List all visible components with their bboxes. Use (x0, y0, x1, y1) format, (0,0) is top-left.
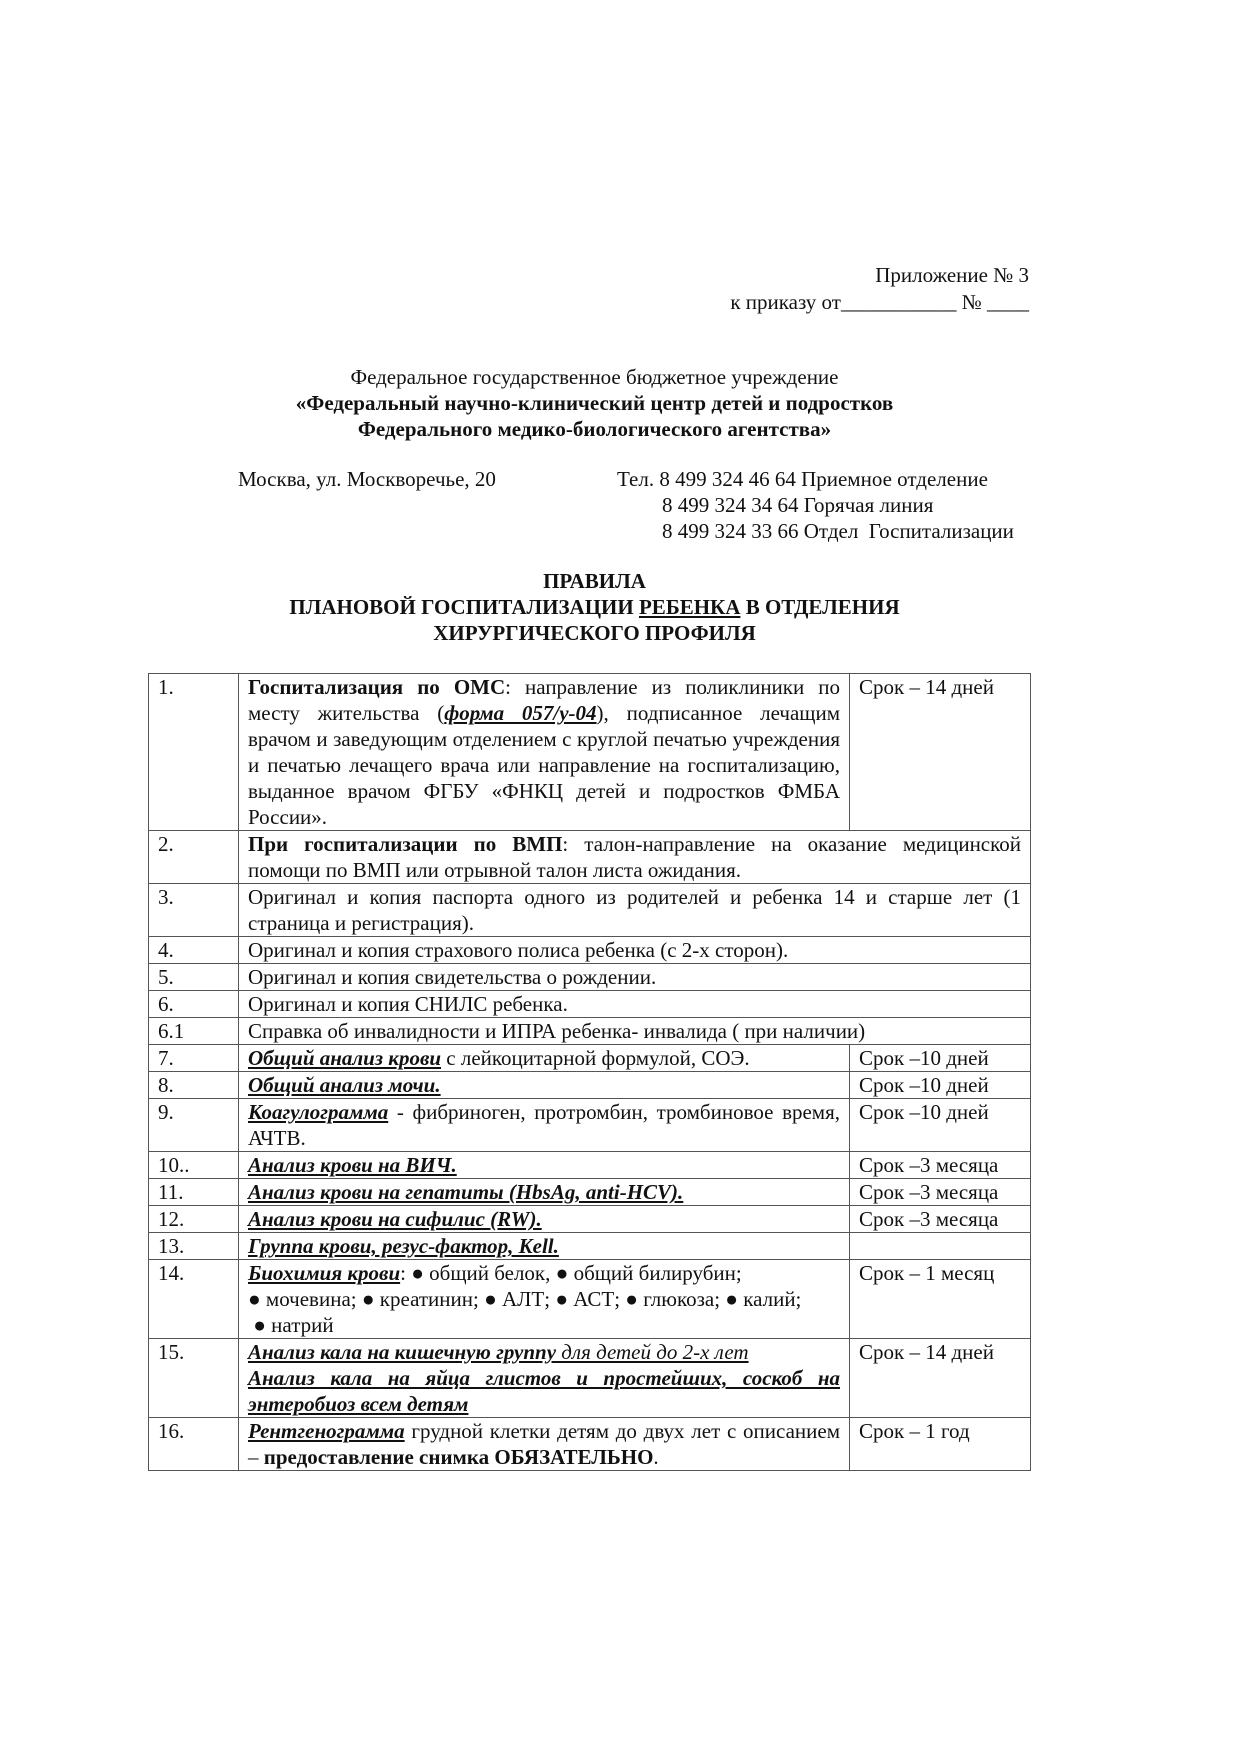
text: ), подписанное лечащим врачом и заведующим отделением с круглой печатью учреждения и печатью лечащего врача или направление на госпитализацию, выданное врачом ФГБУ «ФНКЦ детей и подростков ФМБА России». (248, 701, 840, 829)
row-description (239, 1152, 850, 1179)
row-number: 6.1 (149, 1018, 239, 1045)
row-term: Срок –10 дней (850, 1045, 1031, 1072)
title-line3: ХИРУРГИЧЕСКОГО ПРОФИЛЯ (433, 621, 756, 645)
bold-text: При госпитализации по ВМП (248, 832, 563, 856)
text: : ● общий белок, ● общий билирубин; (400, 1261, 742, 1285)
phone-line-2 (617, 492, 1014, 518)
row-description (239, 1418, 850, 1471)
row-description: Оригинал и копия страхового полиса ребенка (с 2-х сторон). (239, 937, 1031, 964)
row-description (239, 1072, 850, 1099)
row-description (239, 1233, 850, 1260)
row-description (239, 1179, 850, 1206)
row-number: 9. (149, 1099, 239, 1152)
row-number: 5. (149, 964, 239, 991)
row-description: Справка об инвалидности и ИПРА ребенка- инвалида ( при наличии) (239, 1018, 1031, 1045)
row-number: 2. (149, 831, 239, 884)
row-description (239, 1099, 850, 1152)
test-name: Рентгенограмма (248, 1419, 405, 1443)
phone-number: 8 499 324 33 66 (662, 519, 799, 543)
row-number: 14. (149, 1260, 239, 1339)
row-description (239, 831, 1031, 884)
row-number: 11. (149, 1179, 239, 1206)
address: Москва, ул. Москворечье, 20 (238, 467, 496, 491)
table-row (149, 1339, 1031, 1418)
row-number: 1. (149, 674, 239, 831)
row-description (239, 1206, 850, 1233)
row-term: Срок –10 дней (850, 1099, 1031, 1152)
table-row (149, 1072, 1031, 1099)
phone-label: Горячая линия (803, 493, 934, 517)
table-row (149, 1260, 1031, 1339)
phone-line-3 (617, 518, 1014, 544)
form-reference: форма 057/у-04 (444, 701, 597, 725)
title-text: В ОТДЕЛЕНИЯ (740, 595, 900, 619)
appendix-number: Приложение № 3 (875, 263, 1029, 287)
row-description (239, 674, 850, 831)
row-description (239, 1260, 850, 1339)
title-underlined: РЕБЕНКА (638, 595, 741, 619)
row-number: 3. (149, 884, 239, 937)
test-name: Анализ крови на гепатиты (HbsAg, anti-HCV). (248, 1180, 684, 1204)
row-number: 8. (149, 1072, 239, 1099)
test-name: Коагулограмма (248, 1100, 389, 1124)
row-number: 6. (149, 991, 239, 1018)
text: : направление из поликлиники по месту жительства ( (248, 675, 841, 725)
table-row (149, 964, 1031, 991)
table-row (149, 991, 1031, 1018)
row-term: Срок –3 месяца (850, 1179, 1031, 1206)
title-text: ПЛАНОВОЙ ГОСПИТАЛИЗАЦИИ (289, 595, 639, 619)
table-row (149, 1233, 1031, 1260)
row-term: Срок –3 месяца (850, 1206, 1031, 1233)
test-name: Группа крови, резус-фактор, Kell. (248, 1234, 559, 1258)
stool-line2 (248, 1365, 840, 1417)
org-name-line1: «Федеральный научно-клинический центр детей и подростков (295, 391, 894, 415)
phone-label: Приемное отделение (801, 467, 988, 491)
row-description (239, 1339, 850, 1418)
order-reference: к приказу от___________ № ____ (730, 290, 1029, 314)
stool-line1 (248, 1339, 840, 1365)
row-term: Срок – 1 год (850, 1418, 1031, 1471)
text: : талон-направление на оказание медицинской помощи по ВМП или отрывной талон листа ожидания. (248, 832, 1021, 882)
row-description: Оригинал и копия свидетельства о рождении. (239, 964, 1031, 991)
bold-text: Госпитализация по ОМС (248, 675, 506, 699)
row-term: Срок – 1 месяц (850, 1260, 1031, 1339)
table-row (149, 1152, 1031, 1179)
row-term: Срок –3 месяца (850, 1152, 1031, 1179)
table-row (149, 674, 1031, 831)
test-name: Общий анализ крови (248, 1046, 442, 1070)
row-number: 16. (149, 1418, 239, 1471)
row-term: Срок – 14 дней (850, 674, 1031, 831)
biochem-line1 (248, 1260, 840, 1286)
text: . (653, 1445, 659, 1469)
phone-label: Отдел Госпитализации (803, 519, 1014, 543)
table-row (149, 831, 1031, 884)
phone-line-1 (617, 466, 1014, 492)
test-name: Анализ крови на сифилис (RW). (248, 1207, 542, 1231)
row-number: 10.. (149, 1152, 239, 1179)
table-row (149, 1045, 1031, 1072)
row-term (850, 1233, 1031, 1260)
age-note: для детей до 2-х лет (556, 1340, 749, 1364)
org-type: Федеральное государственное бюджетное учреждение (350, 365, 839, 389)
table-row (149, 1206, 1031, 1233)
text: грудной клетки детям до двух лет с описанием – (248, 1419, 840, 1469)
table-row (149, 1018, 1031, 1045)
row-number: 4. (149, 937, 239, 964)
phone-number: 8 499 324 46 64 (659, 467, 796, 491)
row-number: 13. (149, 1233, 239, 1260)
row-description: Оригинал и копия СНИЛС ребенка. (239, 991, 1031, 1018)
test-name: Биохимия крови (248, 1261, 401, 1285)
org-name-line2: Федерального медико-биологического агентства» (357, 417, 832, 441)
row-number: 15. (149, 1339, 239, 1418)
phone-prefix: Тел. (617, 467, 655, 491)
row-number: 7. (149, 1045, 239, 1072)
title-line2 (0, 594, 1189, 620)
phones-block (617, 466, 1014, 544)
test-name: Общий анализ мочи. (248, 1073, 441, 1097)
table-row (149, 1179, 1031, 1206)
bold-text: предоставление снимка ОБЯЗАТЕЛЬНО (263, 1445, 654, 1469)
text: - фибриноген, протромбин, тромбиновое время, АЧТВ. (248, 1100, 840, 1150)
text: с лейкоцитарной формулой, СОЭ. (441, 1046, 750, 1070)
title-line1: ПРАВИЛА (543, 569, 646, 593)
row-description (239, 1045, 850, 1072)
appendix-header (730, 262, 1029, 316)
test-name: Анализ кала на кишечную группу (248, 1340, 557, 1364)
biochem-line3: ● натрий (248, 1313, 334, 1337)
requirements-table (148, 673, 1031, 1471)
table-row (149, 1418, 1031, 1471)
table-row (149, 1099, 1031, 1152)
document-title (0, 568, 1189, 646)
biochem-line2: ● мочевина; ● креатинин; ● АЛТ; ● АСТ; ● глюкоза; ● калий; (248, 1287, 802, 1311)
test-name: Анализ кала на яйца глистов и простейших, соскоб на энтеробиоз всем детям (248, 1366, 840, 1416)
row-term: Срок – 14 дней (850, 1339, 1031, 1418)
row-description: Оригинал и копия паспорта одного из родителей и ребенка 14 и старше лет (1 страница и регистрация). (239, 884, 1031, 937)
row-term: Срок –10 дней (850, 1072, 1031, 1099)
organization-block (0, 364, 1189, 442)
row-number: 12. (149, 1206, 239, 1233)
test-name: Анализ крови на ВИЧ. (248, 1153, 457, 1177)
phone-number: 8 499 324 34 64 (662, 493, 799, 517)
table-row (149, 884, 1031, 937)
table-row (149, 937, 1031, 964)
